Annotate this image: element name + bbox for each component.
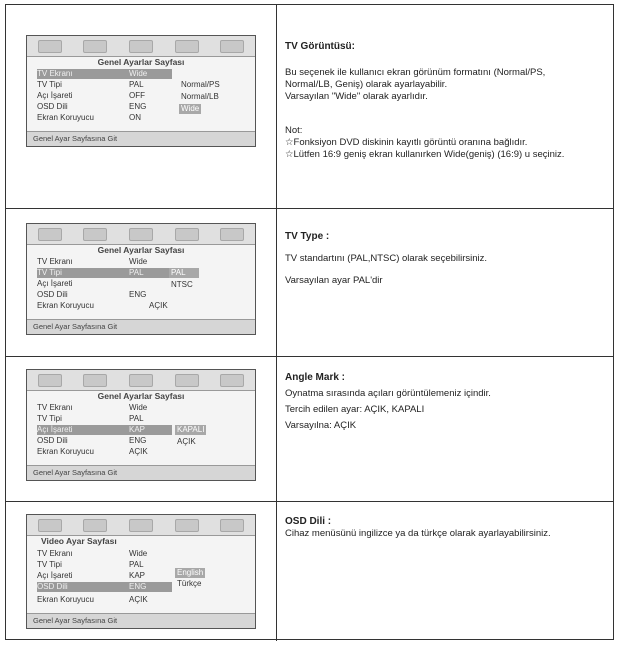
section-heading: Angle Mark : <box>285 372 346 383</box>
video-icon <box>129 40 153 53</box>
preference-icon <box>175 374 199 387</box>
osd-icon-bar <box>27 224 255 245</box>
description-line: Varsayılan ayar PAL'dir <box>285 275 383 286</box>
option-acik[interactable]: AÇIK <box>177 437 196 446</box>
menu-item-tv-ekrani[interactable]: TV Ekranı Wide <box>37 403 148 412</box>
osd-title: Video Ayar Sayfası <box>41 536 117 546</box>
note-label: Not: <box>285 125 303 136</box>
option-normal-ps[interactable]: Normal/PS <box>181 80 220 89</box>
description-line: Bu seçenek ile kullanıcı ekran görünüm formatını (Normal/PS, <box>285 67 546 78</box>
menu-item-aci-isareti[interactable]: Açı İşareti KAP <box>37 425 172 435</box>
menu-item-tv-tipi[interactable]: TV Tipi PAL <box>37 80 144 89</box>
section-heading: TV Görüntüsü: <box>285 41 355 52</box>
menu-item-osd-dili[interactable]: OSD Dili ENG <box>37 582 172 592</box>
table-row <box>6 501 613 641</box>
description <box>285 372 605 432</box>
section-heading: TV Type : <box>285 231 330 242</box>
osd-footer: Genel Ayar Sayfasına Git <box>27 465 255 480</box>
menu-item-osd-dili[interactable]: OSD Dili ENG <box>37 436 147 445</box>
description-line: Tercih edilen ayar: AÇIK, KAPALI <box>285 404 425 415</box>
preference-icon <box>175 228 199 241</box>
osd-icon-bar <box>27 370 255 391</box>
preference-icon <box>175 40 199 53</box>
exit-icon <box>220 519 244 532</box>
menu-item-ekran-koruyucu[interactable]: Ekran Koruyucu ON <box>37 113 141 122</box>
option-english[interactable]: English <box>177 568 204 577</box>
osd-footer: Genel Ayar Sayfasına Git <box>27 613 255 628</box>
option-turkce[interactable]: Türkçe <box>177 579 202 588</box>
description <box>285 41 605 161</box>
menu-item-aci-isareti[interactable]: Açı İşareti <box>37 279 73 288</box>
preference-icon <box>175 519 199 532</box>
speaker-icon <box>83 374 107 387</box>
osd-menu-screen <box>26 223 256 335</box>
description-line: Oynatma sırasında açıları görüntülemeniz içindir. <box>285 388 491 399</box>
menu-item-tv-tipi[interactable]: TV Tipi PAL <box>37 560 144 569</box>
menu-item-tv-ekrani[interactable]: TV Ekranı Wide <box>37 69 172 79</box>
exit-icon <box>220 40 244 53</box>
option-pal[interactable]: PAL <box>169 268 199 278</box>
osd-menu-screen <box>26 35 256 147</box>
note-line: ☆Fonksiyon DVD diskinin kayıtlı görüntü oranına bağlıdır. <box>285 137 528 148</box>
exit-icon <box>220 228 244 241</box>
menu-item-ekran-koruyucu[interactable]: Ekran Koruyucu AÇIK <box>37 447 148 456</box>
option-normal-lb[interactable]: Normal/LB <box>181 92 219 101</box>
manual-table <box>5 4 614 640</box>
tv-icon <box>38 40 62 53</box>
osd-title: Genel Ayarlar Sayfası <box>97 245 185 255</box>
menu-item-tv-ekrani[interactable]: TV Ekranı Wide <box>37 257 148 266</box>
speaker-icon <box>83 40 107 53</box>
description <box>285 231 605 287</box>
menu-item-tv-tipi[interactable]: TV Tipi PAL <box>37 268 172 278</box>
description-line: TV standartını (PAL,NTSC) olarak seçebilirsiniz. <box>285 253 488 264</box>
speaker-icon <box>83 228 107 241</box>
description-line: Varsayılan "Wide" olarak ayarlıdır. <box>285 91 428 102</box>
option-kapali[interactable]: KAPALI <box>177 425 205 434</box>
osd-footer: Genel Ayar Sayfasına Git <box>27 319 255 334</box>
menu-item-aci-isareti[interactable]: Açı İşareti KAP <box>37 571 146 580</box>
note-line: ☆Lütfen 16:9 geniş ekran kullanırken Wide(geniş) (16:9) u seçiniz. <box>285 149 565 160</box>
tv-icon <box>38 519 62 532</box>
option-ntsc[interactable]: NTSC <box>171 280 193 289</box>
menu-item-ekran-koruyucu[interactable]: Ekran Koruyucu AÇIK <box>37 595 148 604</box>
speaker-icon <box>83 519 107 532</box>
video-icon <box>129 519 153 532</box>
osd-title: Genel Ayarlar Sayfası <box>97 391 185 401</box>
description-line: Varsayılna: AÇIK <box>285 420 357 431</box>
table-row <box>6 208 613 356</box>
description-line: Normal/LB, Geniş) olarak ayarlayabilir. <box>285 79 448 90</box>
osd-menu-screen <box>26 369 256 481</box>
video-icon <box>129 374 153 387</box>
video-icon <box>129 228 153 241</box>
menu-item-tv-ekrani[interactable]: TV Ekranı Wide <box>37 549 148 558</box>
osd-icon-bar <box>27 515 255 536</box>
table-row <box>6 5 613 208</box>
menu-item-ekran-koruyucu[interactable]: Ekran Koruyucu AÇIK <box>37 301 168 310</box>
section-heading: OSD Dili : <box>285 516 332 527</box>
description-line: Cihaz menüsünü ingilizce ya da türkçe olarak ayarlayabilirsiniz. <box>285 528 551 539</box>
menu-item-aci-isareti[interactable]: Açı İşareti OFF <box>37 91 145 100</box>
osd-icon-bar <box>27 36 255 57</box>
osd-footer: Genel Ayar Sayfasına Git <box>27 131 255 146</box>
tv-icon <box>38 228 62 241</box>
table-row <box>6 356 613 501</box>
menu-item-osd-dili[interactable]: OSD Dili ENG <box>37 102 147 111</box>
exit-icon <box>220 374 244 387</box>
menu-item-osd-dili[interactable]: OSD Dili ENG <box>37 290 147 299</box>
osd-title: Genel Ayarlar Sayfası <box>97 57 185 67</box>
description <box>285 516 605 540</box>
option-wide[interactable]: Wide <box>181 104 200 113</box>
menu-item-tv-tipi[interactable]: TV Tipi PAL <box>37 414 144 423</box>
tv-icon <box>38 374 62 387</box>
osd-menu-screen <box>26 514 256 629</box>
